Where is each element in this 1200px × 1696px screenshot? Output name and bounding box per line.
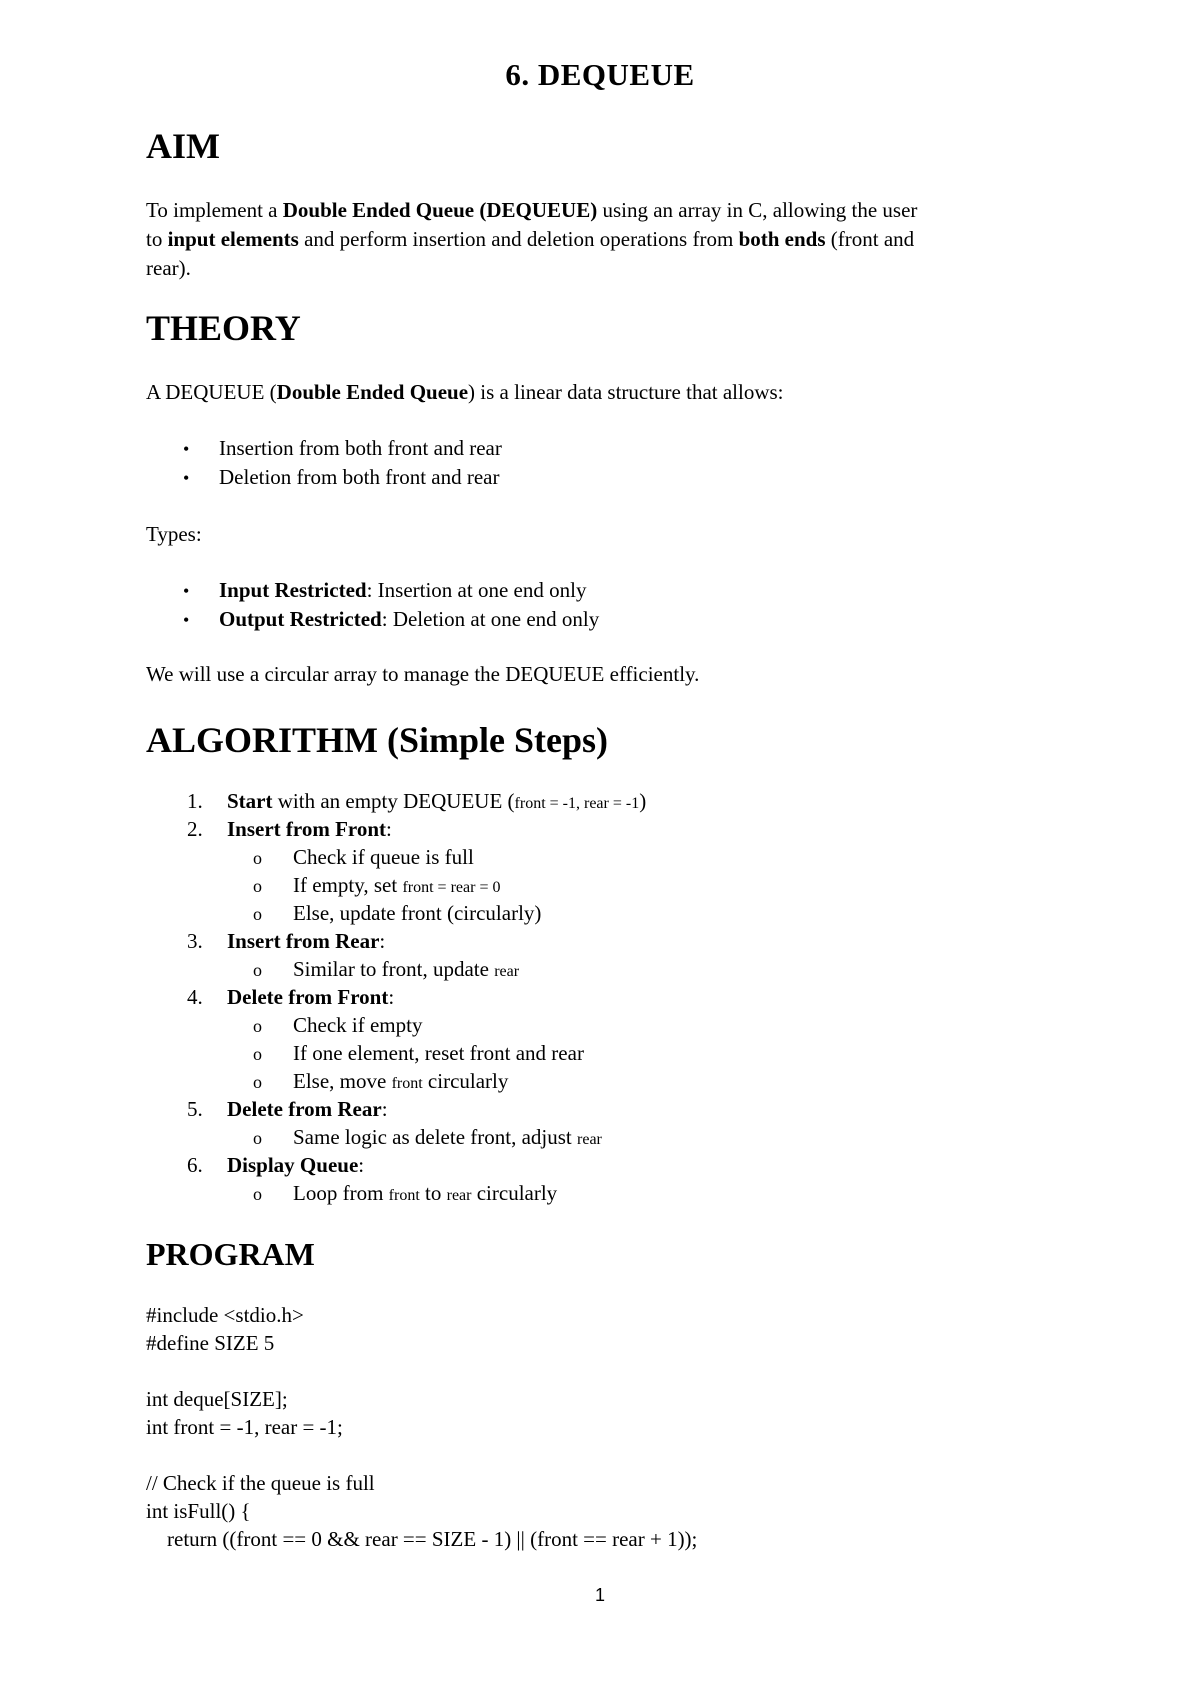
list-item: • Input Restricted: Insertion at one end only bbox=[183, 576, 599, 605]
algorithm-step-6: 6. Display Queue: bbox=[187, 1153, 365, 1177]
theory-bullet-list bbox=[183, 434, 502, 492]
list-item: o Loop from front to rear circularly bbox=[253, 1181, 558, 1205]
bullet-icon: • bbox=[183, 610, 190, 630]
list-item: • Output Restricted: Deletion at one end only bbox=[183, 605, 599, 634]
theory-closing: We will use a circular array to manage the DEQUEUE efficiently. bbox=[146, 662, 700, 686]
code-line: int isFull() { bbox=[146, 1499, 251, 1523]
list-item: o Similar to front, update rear bbox=[253, 957, 520, 981]
algorithm-step-2: 2. Insert from Front: bbox=[187, 817, 392, 841]
types-list bbox=[183, 576, 599, 634]
list-item: o Same logic as delete front, adjust rear bbox=[253, 1125, 602, 1149]
code-line: #define SIZE 5 bbox=[146, 1331, 275, 1355]
code-line: // Check if the queue is full bbox=[146, 1471, 375, 1495]
code-line: int deque[SIZE]; bbox=[146, 1387, 288, 1411]
aim-heading: AIM bbox=[146, 126, 220, 166]
bullet-icon: • bbox=[183, 468, 190, 488]
theory-intro: A DEQUEUE (Double Ended Queue) is a linear data structure that allows: bbox=[146, 380, 784, 404]
list-item: o Else, update front (circularly) bbox=[253, 901, 542, 925]
code-line: int front = -1, rear = -1; bbox=[146, 1415, 343, 1439]
aim-paragraph bbox=[146, 196, 1066, 283]
list-item: o If empty, set front = rear = 0 bbox=[253, 873, 501, 897]
algorithm-step-3: 3. Insert from Rear: bbox=[187, 929, 386, 953]
document-title: 6. DEQUEUE bbox=[505, 57, 695, 92]
list-item: • Insertion from both front and rear bbox=[183, 434, 502, 463]
theory-heading: THEORY bbox=[146, 308, 301, 348]
code-line: return ((front == 0 && rear == SIZE - 1) || (front == rear + 1)); bbox=[146, 1527, 698, 1551]
code-line: #include <stdio.h> bbox=[146, 1303, 304, 1327]
algorithm-step-5: 5. Delete from Rear: bbox=[187, 1097, 388, 1121]
types-label: Types: bbox=[146, 522, 202, 546]
algorithm-step-4: 4. Delete from Front: bbox=[187, 985, 395, 1009]
list-item: o Else, move front circularly bbox=[253, 1069, 509, 1093]
bullet-icon: • bbox=[183, 581, 190, 601]
aim-line-3: rear). bbox=[146, 256, 191, 280]
aim-line-1: To implement a Double Ended Queue (DEQUEUE) using an array in C, allowing the user bbox=[146, 198, 918, 222]
list-item: • Deletion from both front and rear bbox=[183, 463, 502, 492]
list-item: o Check if empty bbox=[253, 1013, 423, 1037]
program-heading: PROGRAM bbox=[146, 1236, 315, 1272]
bullet-icon: • bbox=[183, 439, 190, 459]
list-item: o If one element, reset front and rear bbox=[253, 1041, 584, 1065]
page-number: 1 bbox=[594, 1585, 605, 1605]
aim-line-2: to input elements and perform insertion and deletion operations from both ends (front and bbox=[146, 227, 915, 251]
algorithm-step-1: 1. Start with an empty DEQUEUE (front = -1, rear = -1) bbox=[187, 789, 647, 813]
list-item: o Check if queue is full bbox=[253, 845, 474, 869]
algorithm-heading: ALGORITHM (Simple Steps) bbox=[146, 720, 609, 760]
